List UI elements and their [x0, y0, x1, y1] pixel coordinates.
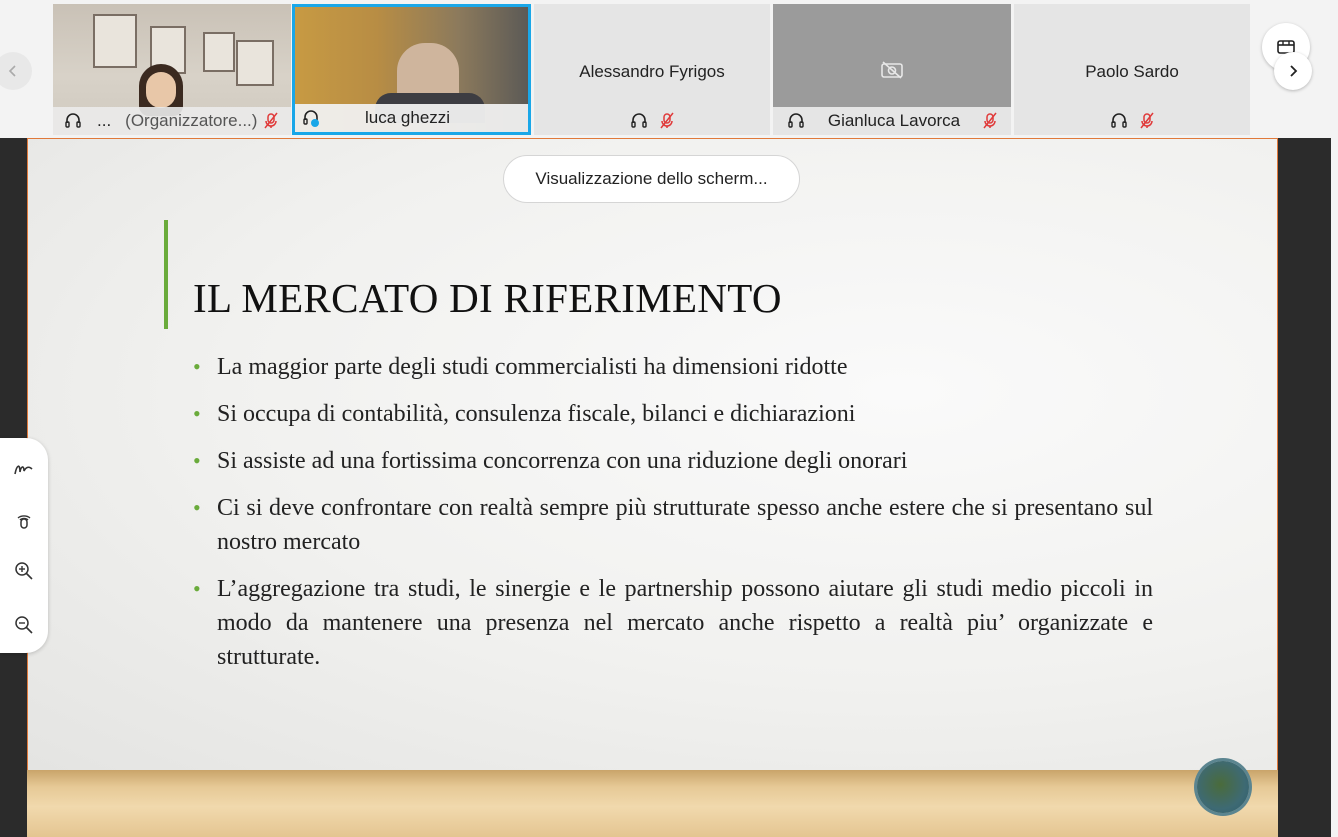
- participant-name: Paolo Sardo: [1085, 62, 1179, 81]
- chevron-right-icon: [1286, 64, 1300, 78]
- headset-icon: [1109, 111, 1129, 131]
- participant-tile-camera-off[interactable]: [773, 4, 1011, 135]
- participant-tile[interactable]: [534, 4, 770, 135]
- next-participants-button[interactable]: [1274, 52, 1312, 90]
- floating-assistant-bubble[interactable]: [1197, 761, 1249, 813]
- zoom-in-button[interactable]: [12, 559, 36, 583]
- participant-strip: [0, 0, 1338, 138]
- pen-tool-button[interactable]: [12, 457, 36, 481]
- mic-muted-icon: [982, 112, 998, 130]
- zoom-in-icon: [14, 561, 34, 581]
- camera-off-icon: [880, 60, 904, 80]
- participant-name: ...: [97, 111, 112, 130]
- chevron-left-icon: [6, 64, 20, 78]
- zoom-out-icon: [14, 615, 34, 635]
- mic-muted-icon: [1139, 112, 1155, 130]
- title-accent-bar: [164, 220, 168, 329]
- zoom-out-button[interactable]: [12, 613, 36, 637]
- participant-tile[interactable]: [1014, 4, 1250, 135]
- speaking-headset-icon: [301, 108, 321, 128]
- mic-muted-icon: [659, 112, 675, 130]
- slide-bullet: • Si occupa di contabilità, consulenza fiscale, bilanci e dichiarazioni: [193, 397, 1153, 431]
- slide-bottom-background: [27, 770, 1278, 837]
- slide-bullet: • L’aggregazione tra studi, le sinergie e le partnership possono aiutare gli studi medio piccoli in modo da mantenere una presenza nel mercato anche rispetto a realtà piu’ organizzate e strutturate.: [193, 572, 1153, 674]
- slide-bullet: • Si assiste ad una fortissima concorrenza con una riduzione degli onorari: [193, 444, 1153, 478]
- pointer-icon: [14, 511, 34, 531]
- window-edge: [1331, 0, 1338, 837]
- participant-name: luca ghezzi: [365, 108, 451, 127]
- participant-name: Gianluca Lavorca: [827, 111, 961, 130]
- participant-tile-organizer[interactable]: [53, 4, 291, 135]
- slide-bullet: • Ci si deve confrontare con realtà sempre più strutturate spesso anche estere che si presentano sul nostro mercato: [193, 491, 1153, 559]
- participant-role: (Organizzatore...): [125, 111, 258, 130]
- headset-icon: [63, 111, 83, 131]
- headset-icon: [629, 111, 649, 131]
- mic-muted-icon: [263, 112, 279, 130]
- screen-sharing-pill[interactable]: [503, 155, 800, 203]
- pen-icon: [13, 460, 35, 478]
- slide-bullet-list: [193, 350, 1153, 687]
- prev-participants-button[interactable]: [0, 52, 32, 90]
- participant-name: Alessandro Fyrigos: [579, 62, 725, 81]
- headset-icon: [786, 111, 806, 131]
- slide-title: IL MERCATO DI RIFERIMENTO: [193, 275, 782, 321]
- screen-sharing-label: Visualizzazione dello scherm...: [535, 169, 768, 188]
- participant-tile-active-speaker[interactable]: [292, 4, 531, 135]
- slide-bullet: • La maggior parte degli studi commercialisti ha dimensioni ridotte: [193, 350, 1153, 384]
- laser-pointer-button[interactable]: [12, 509, 36, 533]
- annotation-toolbar: [0, 438, 48, 653]
